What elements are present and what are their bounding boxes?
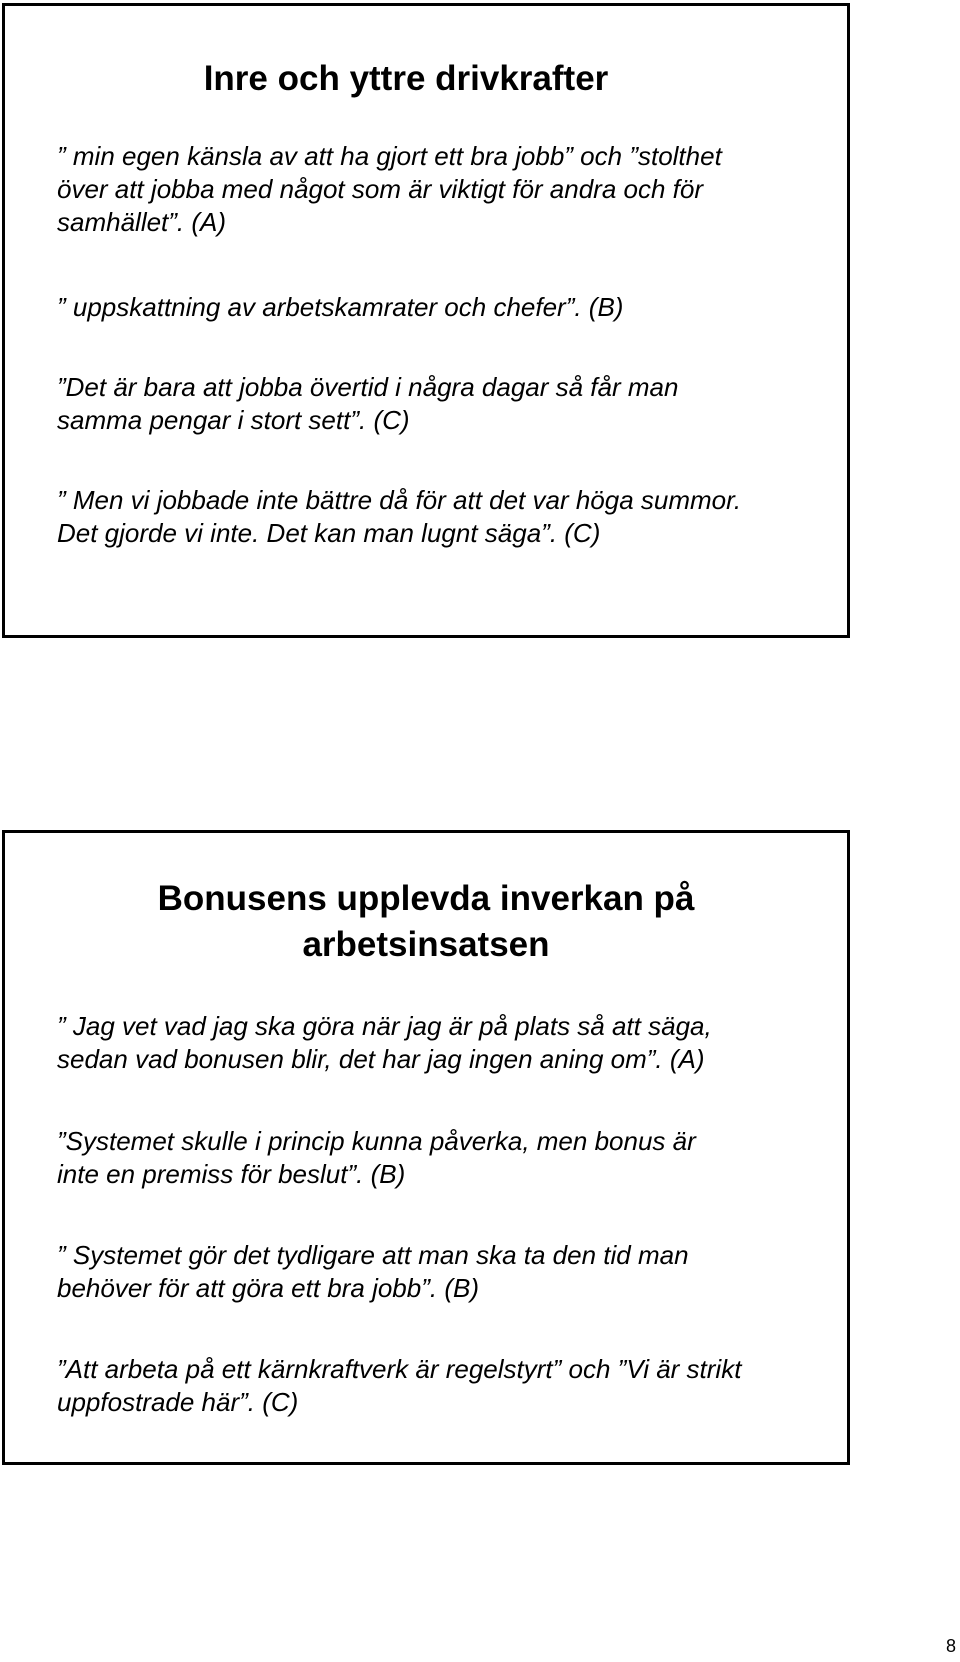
slide-bonusens-upplevda-inverkan xyxy=(2,830,850,1465)
slide-inre-och-yttre-drivkrafter xyxy=(2,3,850,638)
quote-item: ”Systemet skulle i princip kunna påverka, men bonus är inte en premiss för beslut”. (B) xyxy=(57,1126,696,1189)
page-number: 8 xyxy=(945,1636,956,1656)
quote-item: ” min egen känsla av att ha gjort ett bra jobb” och ”stolthet över att jobba med något som är viktigt för andra och för samhället”. (A) xyxy=(57,141,722,237)
quote-item: ”Det är bara att jobba övertid i några dagar så får man samma pengar i stort sett”. (C) xyxy=(57,372,679,435)
slide-title: Bonusens upplevda inverkan på arbetsinsatsen xyxy=(157,879,695,964)
slide-title: Inre och yttre drivkrafter xyxy=(203,59,609,98)
quote-item: ” Systemet gör det tydligare att man ska ta den tid man behöver för att göra ett bra jobb”. (B) xyxy=(57,1240,689,1303)
quote-item: ” uppskattning av arbetskamrater och chefer”. (B) xyxy=(57,292,624,322)
quote-item: ” Men vi jobbade inte bättre då för att det var höga summor. Det gjorde vi inte. Det kan man lugnt säga”. (C) xyxy=(57,485,742,548)
quote-item: ”Att arbeta på ett kärnkraftverk är regelstyrt” och ”Vi är strikt uppfostrade här”. (C) xyxy=(57,1354,742,1417)
quote-item: ” Jag vet vad jag ska göra när jag är på plats så att säga, sedan vad bonusen blir, det har jag ingen aning om”. (A) xyxy=(57,1011,712,1074)
